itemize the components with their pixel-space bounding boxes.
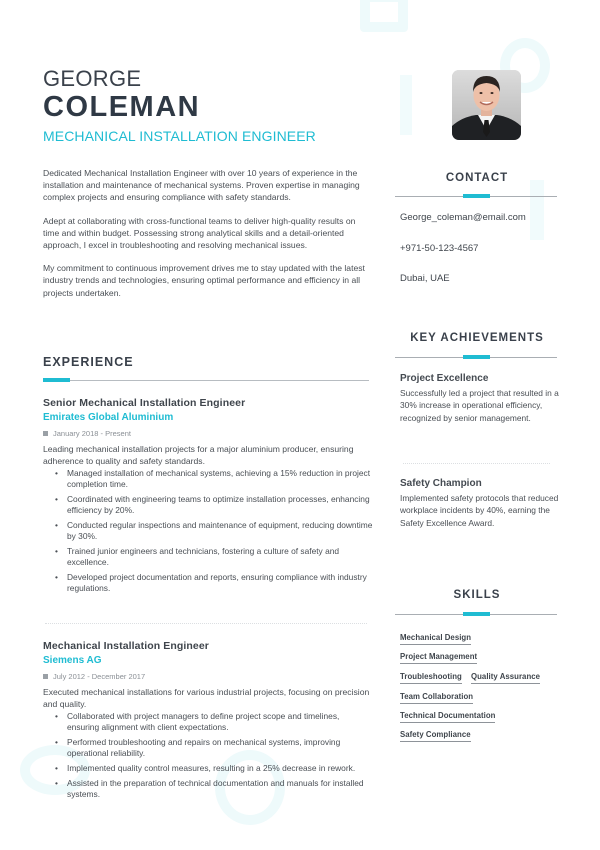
achievements-heading: KEY ACHIEVEMENTS xyxy=(410,332,544,344)
job-dates xyxy=(43,429,373,438)
skill-tag: Safety Compliance xyxy=(400,730,471,742)
job-bullet: • Developed project documentation and reports, ensuring compliance with industry regulations. xyxy=(55,572,373,594)
calendar-icon xyxy=(43,674,48,679)
job-company: Siemens AG xyxy=(43,655,102,666)
summary-paragraph: Dedicated Mechanical Installation Engineer with over 10 years of experience in the installation and maintenance of mechanical systems. Proven expertise in managing complex projects and ensuring compliance with safety standards. xyxy=(43,168,360,203)
job-bullet: • Managed installation of mechanical systems, achieving a 15% reduction in project completion time. xyxy=(55,468,373,490)
profile-photo xyxy=(452,70,521,140)
contact-heading: CONTACT xyxy=(445,172,509,184)
skill-tag: Team Collaboration xyxy=(400,692,473,704)
experience-divider xyxy=(43,380,369,381)
job-bullet: • Performed troubleshooting and repairs on mechanical systems, improving operational reliability. xyxy=(55,737,373,759)
achievement-separator xyxy=(403,463,550,464)
contact-email[interactable]: George_coleman@email.com xyxy=(400,212,526,223)
calendar-icon xyxy=(43,431,48,436)
job-description: Executed mechanical installations for various industrial projects, focusing on precision and quality. xyxy=(43,687,370,709)
person-portrait-icon xyxy=(452,70,521,140)
contact-phone[interactable]: +971-50-123-4567 xyxy=(400,243,479,254)
job-bullet: • Coordinated with engineering teams to optimize installation processes, enhancing efficiency by 20%. xyxy=(55,494,373,516)
job-entry xyxy=(43,397,373,598)
job-bullet: • Implemented quality control measures, resulting in a 25% decrease in rework. xyxy=(55,763,373,774)
watermark-shape xyxy=(400,75,412,135)
skills-heading: SKILLS xyxy=(453,589,501,601)
skill-tag: Project Management xyxy=(400,652,477,664)
professional-summary xyxy=(43,167,373,310)
job-bullet-list xyxy=(43,468,373,594)
watermark-shape xyxy=(360,0,408,32)
job-separator xyxy=(45,623,367,624)
job-dates-text: July 2012 - December 2017 xyxy=(53,672,146,681)
job-bullet-list xyxy=(43,711,373,800)
summary-paragraph: Adept at collaborating with cross-functional teams to deliver high-quality results on time and within budget. Possessing strong analytical skills and a detail-oriented approach, I excel in troubleshooting and resolving mechanical issues. xyxy=(43,215,356,251)
skill-tag: Quality Assurance xyxy=(471,672,540,684)
job-description: Leading mechanical installation projects for a major aluminium producer, ensuring adherence to quality and safety standards. xyxy=(43,444,354,466)
experience-divider-accent xyxy=(43,378,70,382)
job-title: MECHANICAL INSTALLATION ENGINEER xyxy=(43,128,316,144)
skill-tag: Technical Documentation xyxy=(400,711,495,723)
skill-tag: Troubleshooting xyxy=(400,672,462,684)
job-company: Emirates Global Aluminium xyxy=(43,412,174,423)
last-name: COLEMAN xyxy=(43,91,201,123)
summary-paragraph: My commitment to continuous improvement drives me to stay updated with the latest industry trends and technologies, ensuring optimal performance and efficiency in all projects undertaken. xyxy=(43,263,365,298)
job-bullet: • Collaborated with project managers to define project scope and timelines, ensuring alignment with client expectations. xyxy=(55,711,373,733)
skill-tag: Mechanical Design xyxy=(400,633,471,645)
job-bullet: • Trained junior engineers and technicians, fostering a culture of safety and excellence. xyxy=(55,546,373,568)
contact-divider-accent xyxy=(463,194,490,198)
achievement-description: Successfully led a project that resulted in a 30% increase in operational efficiency, recognized by senior management. xyxy=(400,388,559,423)
achievement-description: Implemented safety protocols that reduced workplace incidents by 40%, earning the Safety Excellence Award. xyxy=(400,493,559,528)
job-bullet: • Conducted regular inspections and maintenance of equipment, reducing downtime by 30%. xyxy=(55,520,373,542)
achievement-title: Project Excellence xyxy=(400,373,489,384)
watermark-shape xyxy=(530,180,544,240)
first-name: GEORGE xyxy=(43,66,142,91)
job-role: Senior Mechanical Installation Engineer xyxy=(43,397,246,409)
achievement-item xyxy=(400,373,560,424)
job-role: Mechanical Installation Engineer xyxy=(43,640,209,652)
contact-location: Dubai, UAE xyxy=(400,273,450,284)
achievements-divider-accent xyxy=(463,355,490,359)
skills-divider-accent xyxy=(463,612,490,616)
achievement-item xyxy=(400,478,560,529)
experience-heading: EXPERIENCE xyxy=(43,355,134,369)
job-dates xyxy=(43,672,373,681)
job-entry xyxy=(43,640,373,804)
achievement-title: Safety Champion xyxy=(400,478,482,489)
job-bullet: • Assisted in the preparation of technical documentation and manuals for installed systems. xyxy=(55,778,373,800)
job-dates-text: January 2018 - Present xyxy=(53,429,131,438)
